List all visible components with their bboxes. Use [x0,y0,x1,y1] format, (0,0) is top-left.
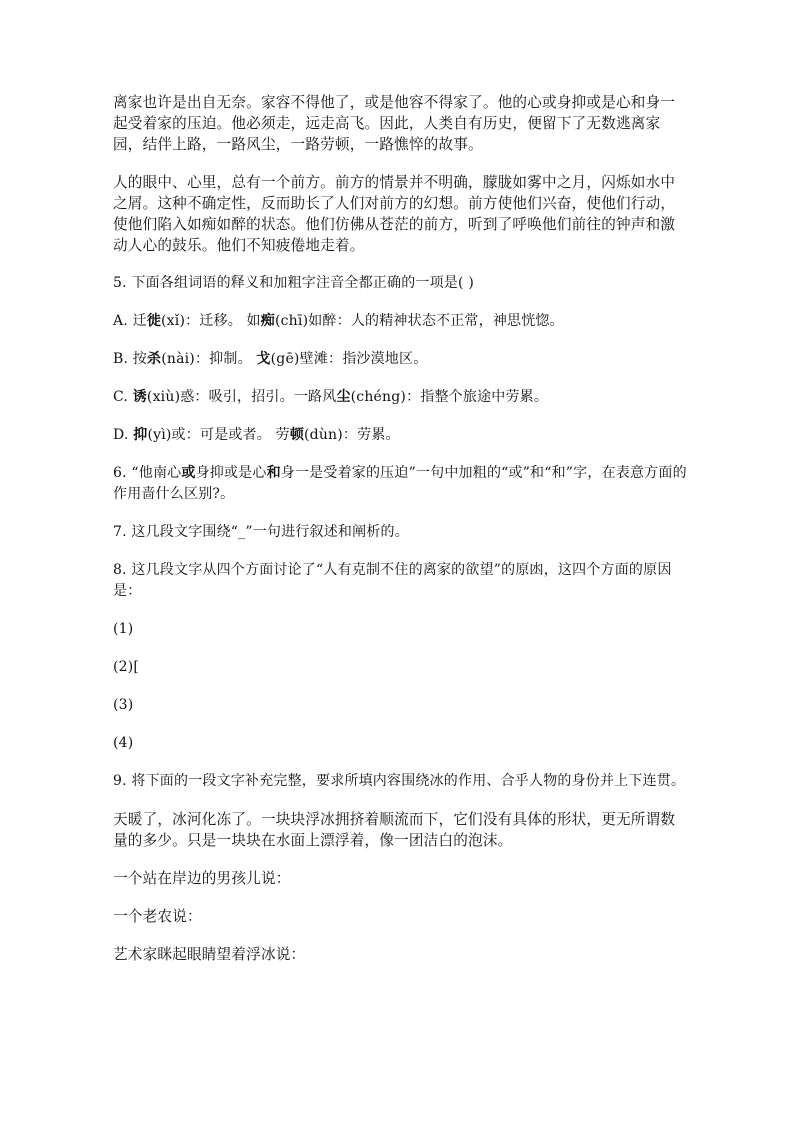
answer-blank-1: (1) [113,621,134,637]
question-6 [113,463,688,505]
option-text: (xiù)惑：吸引，招引。一路风 [146,389,337,405]
option-text: B. 按 [113,351,147,367]
answer-blank-4: (4) [113,735,134,751]
answer-blank-3: (3) [113,697,134,713]
bold-char: 顿 [289,427,305,443]
question-5-option-a [113,311,688,332]
option-text: (nài)：抑制。 [161,351,257,367]
bold-char: 诱 [132,389,147,405]
question-9-line-boy: 一个站在岸边的男孩儿说： [113,870,291,887]
answer-blank-2: (2)[ [113,659,140,675]
option-text: D. [113,427,134,443]
question-9-stem: 9. 将下面的一段文字补充完整，要求所填内容围绕冰的作用、合乎人物的身份并上下连贯。 [113,773,686,789]
document-page [113,92,688,982]
question-5-option-b [113,349,688,370]
passage-paragraph-2: 人的眼中、心里，总有一个前方。前方的情景并不明确，朦胧如雾中之月，闪烁如水中之屑。这种不确定性，反而助长了人们对前方的幻想。前方使他们兴奋，使他们行动，使他们陷入如痴如醉的状态。他们仿佛从苍茫的前方，听到了呼唤他们前往的钟声和激动人心的鼓乐。他们不知疲倦地走着。 [113,174,676,254]
bold-char: 戈 [256,351,271,367]
bold-char: 和 [266,465,281,481]
option-text: (xǐ)：迁移。 如 [161,313,261,329]
option-text: C. [113,389,133,405]
option-text: A. 迁 [113,313,147,329]
bold-char: 或 [181,465,196,481]
option-text: (dùn)：劳累。 [304,427,400,443]
question-text: 6. “他南心 [113,465,182,481]
question-text: 身抑或是心 [195,465,267,481]
passage-paragraph-1: 离家也许是出自无奈。家容不得他了，或是他容不得家了。他的心或身抑或是心和身一起受着家的压迫。他必须走，远走高飞。因此，人类自有历史，便留下了无数逃离家园，结伴上路，一路风尘，一路劳顿，一路憔悴的故事。 [113,94,676,153]
bold-char: 徙 [146,313,162,329]
question-8-stem: 8. 这几段文字从四个方面讨论了“人有克制不住的离家的欲望”的原凼，这四个方面的原因是： [113,562,672,599]
question-text: 身一是受着家的压迫”一句中加粗的“或”和“和”字，在表意方面的作用啬什么区别?。 [113,465,687,502]
bold-char: 尘 [336,389,351,405]
bold-char: 抑 [133,427,148,443]
question-5-option-c [113,387,688,408]
question-5-option-d [113,425,688,446]
option-text: (chéng)：指整个旅途中劳累。 [350,389,549,405]
option-text: (yì)或：可是或者。 劳 [147,427,290,443]
question-7: 7. 这几段文字围绕“_”一句进行叙述和阐析的。 [113,524,409,540]
question-5-stem: 5. 下面各组词语的释义和加粗字注音全都正确的一项是( ) [113,275,474,291]
question-9-passage: 天暖了，冰河化冻了。一块块浮冰拥挤着顺流而下，它们没有具体的形状，更无所谓数量的多少。只是一块块在水面上漂浮着，像一团洁白的泡沫。 [113,811,676,849]
question-9-line-farmer: 一个老农说： [113,908,202,925]
bold-char: 痴 [260,313,275,329]
option-text: (gē)壁滩：指沙漠地区。 [270,351,428,367]
question-9-line-artist: 艺术家眯起眼睛望着浮冰说： [113,946,306,963]
option-text: (chī)如醉：人的精神状态不正常，神思恍惚。 [274,313,564,329]
bold-char: 杀 [147,351,162,367]
